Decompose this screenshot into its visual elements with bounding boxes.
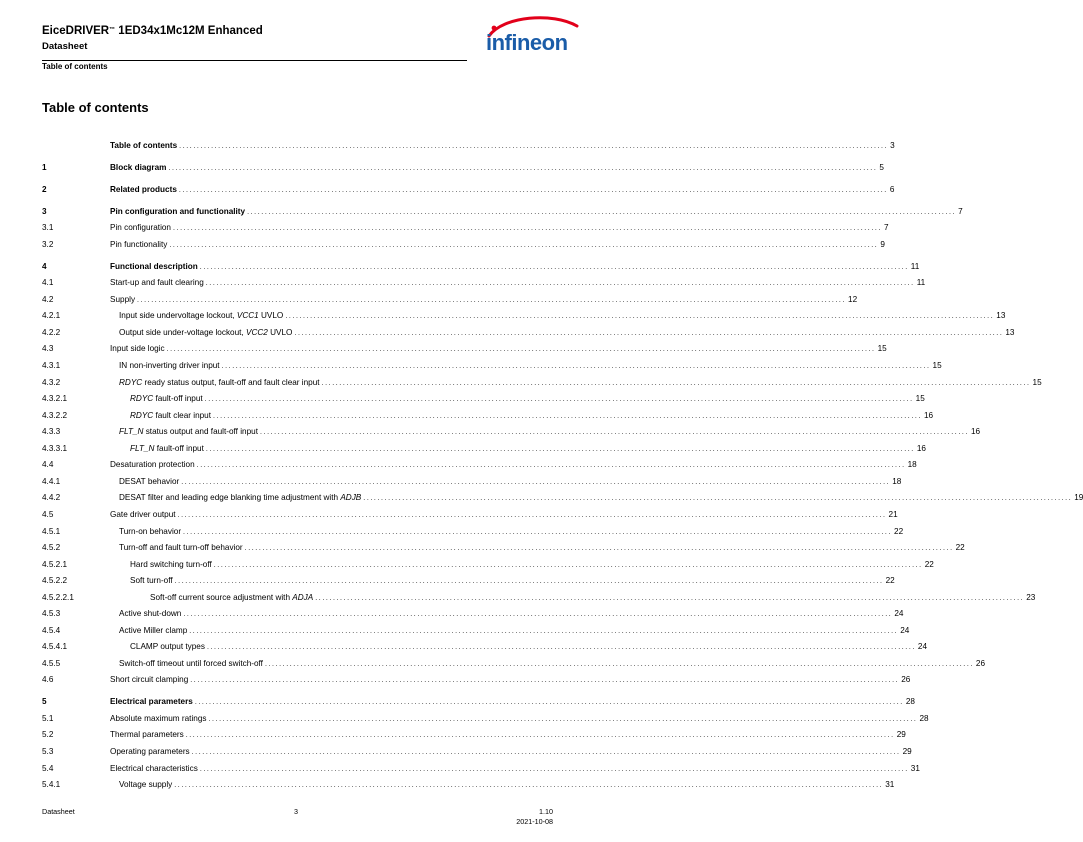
title-main: EiceDRIVER — [42, 25, 110, 37]
toc-dot-leader: ........................................................................................................................................................................................................ — [177, 511, 887, 519]
toc-entry-number: 4.3.3.1 — [42, 443, 68, 453]
toc-entry-number: 4.5.4 — [42, 625, 61, 635]
toc-entry-title[interactable]: Start-up and fault clearing — [110, 278, 204, 288]
toc-entry[interactable] — [42, 729, 906, 741]
toc-entry-number: 5.4.1 — [42, 780, 61, 790]
toc-entry-page: 5 — [879, 162, 884, 172]
toc-entry-page: 15 — [932, 361, 942, 370]
toc-entry[interactable] — [42, 310, 1006, 322]
toc-entry[interactable] — [42, 575, 895, 587]
toc-dot-leader: ........................................................................................................................................................................................................ — [174, 782, 884, 790]
toc-entry-page: 15 — [1032, 377, 1042, 387]
toc-entry-page: 28 — [919, 713, 929, 723]
toc-entry-number: 4.3.2.2 — [42, 410, 68, 420]
toc-entry-page: 22 — [894, 526, 904, 536]
toc-entry-page: 7 — [883, 223, 889, 233]
footer-doc-type: Datasheet — [42, 807, 75, 816]
toc-entry-title[interactable]: Absolute maximum ratings — [110, 713, 207, 723]
toc-dot-leader: ........................................................................................................................................................................................................ — [213, 412, 922, 420]
toc-entry-title[interactable]: FLT_N status output and fault-off input — [119, 427, 258, 437]
toc-entry-number: 4.5.5 — [42, 658, 61, 668]
toc-entry-number: 4.3.2 — [42, 377, 61, 387]
toc-entry-number: 4.2.1 — [42, 311, 61, 321]
header-divider — [42, 60, 467, 61]
toc-dot-leader: ........................................................................................................................................................................................................ — [221, 363, 931, 370]
toc-entry-number: 4.5.4.1 — [42, 642, 68, 652]
toc-entry-title[interactable]: Turn-on behavior — [119, 526, 182, 536]
infineon-logo — [483, 14, 585, 58]
toc-entry-page: 24 — [900, 625, 910, 635]
toc-entry-title[interactable]: Hard switching turn-off — [130, 559, 212, 569]
toc-entry[interactable] — [42, 443, 926, 455]
toc-entry-title[interactable]: Block diagram — [110, 162, 167, 172]
toc-entry[interactable] — [42, 239, 885, 251]
toc-entry-number: 4.5.2 — [42, 543, 61, 553]
toc-entry-number: 4.4.1 — [42, 476, 61, 486]
toc-entry-title[interactable]: IN non-inverting driver input — [119, 361, 220, 370]
toc-entry-page: 11 — [910, 261, 920, 271]
toc-entry-number: 2 — [42, 184, 47, 194]
toc-entry-page: 28 — [905, 697, 915, 707]
toc-entry-title[interactable]: Functional description — [110, 261, 198, 271]
toc-entry-page: 21 — [888, 509, 898, 519]
toc-entry[interactable] — [42, 592, 1036, 604]
toc-entry-title[interactable]: Supply — [110, 294, 136, 304]
toc-dot-leader: ........................................................................................................................................................................................................ — [264, 660, 974, 668]
toc-entry-page: 19 — [1074, 493, 1083, 503]
toc-entry-number: 4.5.2.2 — [42, 576, 68, 586]
toc-entry[interactable] — [42, 526, 904, 538]
toc-entry[interactable] — [42, 410, 934, 422]
toc-entry-title[interactable]: Short circuit clamping — [110, 675, 189, 685]
footer-date: 2021-10-08 — [516, 817, 553, 826]
toc-entry[interactable] — [42, 343, 887, 355]
toc-entry[interactable] — [42, 608, 904, 620]
toc-dot-leader: ........................................................................................................................................................................................................ — [194, 699, 904, 707]
toc-dot-leader: ........................................................................................................................................................................................................ — [363, 495, 1073, 503]
toc-entry-number: 4.5.1 — [42, 526, 61, 536]
toc-entry-page: 13 — [996, 311, 1006, 321]
toc-entry-number: 4.3.1 — [42, 361, 61, 370]
toc-entry-page: 24 — [894, 609, 904, 619]
toc-dot-leader: ........................................................................................................................................................................................................ — [173, 225, 882, 233]
toc-entry-title[interactable]: Desaturation protection — [110, 460, 195, 470]
toc-entry-page: 16 — [970, 427, 981, 437]
toc-entry-page: 12 — [848, 294, 858, 304]
toc-entry-title[interactable]: Active shut-down — [119, 609, 182, 619]
toc-dot-leader: ........................................................................................................................................................................................................ — [183, 528, 893, 536]
toc-entry-title[interactable]: Soft-off current source adjustment with ADJA — [150, 592, 314, 602]
toc-entry-page: 3 — [890, 141, 895, 150]
toc-entry-title[interactable]: Table of contents — [110, 141, 178, 150]
toc-entry[interactable] — [42, 641, 928, 653]
toc-entry[interactable] — [42, 696, 915, 708]
toc-dot-leader: ........................................................................................................................................................................................................ — [168, 164, 878, 172]
svg-text:infineon: infineon — [486, 30, 568, 55]
toc-entry-title[interactable]: Pin functionality — [110, 239, 168, 249]
toc-entry-title[interactable]: RDYC ready status output, fault-off and fault clear input — [119, 377, 320, 387]
toc-dot-leader: ........................................................................................................................................................................................................ — [213, 561, 923, 569]
breadcrumb: Table of contents — [42, 62, 108, 71]
toc-entry-number: 4 — [42, 261, 47, 271]
toc-entry-title[interactable]: Related products — [110, 184, 177, 194]
toc-entry[interactable] — [42, 393, 925, 405]
toc-entry-page: 24 — [917, 642, 928, 652]
toc-entry-page: 29 — [902, 747, 912, 756]
toc-entry-page: 18 — [907, 460, 917, 470]
toc-dot-leader: ........................................................................................................................................................................................................ — [205, 445, 915, 453]
trademark-mark: ™ — [109, 27, 116, 33]
toc-entry-number: 5.2 — [42, 730, 54, 740]
toc-entry-number: 4.4 — [42, 460, 54, 470]
toc-dot-leader: ........................................................................................................................................................................................................ — [315, 594, 1025, 602]
toc-entry[interactable] — [42, 426, 981, 438]
toc-dot-leader: ........................................................................................................................................................................................................ — [181, 478, 891, 486]
toc-entry-number: 5.4 — [42, 763, 54, 773]
toc-dot-leader: ........................................................................................................................................................................................................ — [185, 732, 895, 740]
toc-dot-leader: ........................................................................................................................................................................................................ — [206, 644, 916, 652]
toc-dot-leader: ........................................................................................................................................................................................................ — [294, 329, 1004, 337]
toc-entry-page: 26 — [901, 675, 911, 685]
toc-entry[interactable] — [42, 377, 1042, 389]
toc-dot-leader: ........................................................................................................................................................................................................ — [244, 545, 954, 553]
toc-dot-leader: ........................................................................................................................................................................................................ — [166, 346, 876, 354]
toc-entry-number: 5 — [42, 697, 47, 707]
toc-entry-page: 6 — [889, 184, 895, 194]
toc-entry-number: 4.5 — [42, 509, 54, 519]
toc-entry[interactable] — [42, 261, 920, 273]
toc-entry-number: 4.2.2 — [42, 327, 61, 337]
toc-entry-number: 4.1 — [42, 278, 54, 288]
toc-entry-page: 23 — [1026, 592, 1036, 602]
toc-entry-title[interactable]: Thermal parameters — [110, 730, 184, 740]
toc-entry-title[interactable]: Pin configuration and functionality — [110, 206, 246, 216]
toc-entry[interactable] — [42, 658, 986, 670]
toc-entry-title[interactable]: Input side undervoltage lockout, VCC1 UVLO — [119, 311, 284, 321]
toc-entry[interactable] — [42, 476, 902, 488]
toc-entry-page: 22 — [885, 576, 895, 586]
toc-entry-number: 3.2 — [42, 239, 54, 249]
toc-entry-number: 5.1 — [42, 713, 54, 723]
toc-entry-title[interactable]: FLT_N fault-off input — [130, 443, 204, 453]
toc-dot-leader: ........................................................................................................................................................................................................ — [199, 263, 909, 271]
toc-entry-title[interactable]: Electrical parameters — [110, 697, 193, 707]
toc-entry[interactable] — [42, 222, 889, 234]
toc-entry-title[interactable]: Active Miller clamp — [119, 625, 188, 635]
toc-entry-number: 3 — [42, 206, 47, 216]
toc-entry-page: 15 — [877, 344, 887, 354]
toc-dot-leader: ........................................................................................................................................................................................................ — [174, 578, 884, 586]
toc-entry[interactable] — [42, 542, 965, 554]
toc-entry[interactable] — [42, 713, 929, 725]
toc-entry-title[interactable]: RDYC fault-off input — [130, 394, 203, 404]
toc-entry-page: 13 — [1005, 327, 1015, 337]
toc-entry-page: 11 — [916, 278, 926, 288]
toc-dot-leader: ........................................................................................................................................................................................................ — [169, 241, 879, 249]
toc-dot-leader: ........................................................................................................................................................................................................ — [189, 627, 899, 635]
toc-dot-leader: ........................................................................................................................................................................................................ — [259, 429, 969, 437]
toc-entry[interactable] — [42, 559, 934, 571]
toc-entry-title[interactable]: RDYC fault clear input — [130, 410, 212, 420]
toc-dot-leader: ........................................................................................................................................................................................................ — [178, 186, 888, 194]
footer-version-block — [516, 807, 553, 827]
toc-entry-page: 9 — [880, 239, 885, 249]
toc-dot-leader: ........................................................................................................................................................................................................ — [179, 143, 889, 150]
toc-entry-title[interactable]: Operating parameters — [110, 747, 190, 756]
footer-version: 1.10 — [539, 807, 553, 816]
page-title: Table of contents — [42, 100, 149, 115]
toc-entry[interactable] — [42, 327, 1015, 339]
toc-entry-number: 5.3 — [42, 747, 54, 756]
toc-entry[interactable] — [42, 459, 917, 471]
toc-dot-leader: ........................................................................................................................................................................................................ — [183, 611, 893, 619]
page-number: 3 — [294, 807, 298, 816]
toc-dot-leader: ........................................................................................................................................................................................................ — [205, 280, 915, 288]
toc-entry-page: 26 — [975, 658, 986, 668]
toc-dot-leader: ........................................................................................................................................................................................................ — [190, 677, 900, 685]
toc-entry[interactable] — [42, 162, 884, 174]
toc-entry[interactable] — [42, 509, 898, 521]
toc-entry[interactable] — [42, 763, 920, 775]
toc-dot-leader: ........................................................................................................................................................................................................ — [137, 296, 847, 304]
toc-entry[interactable] — [42, 779, 895, 791]
toc-entry-title[interactable]: Input side logic — [110, 344, 165, 354]
document-header — [42, 24, 468, 53]
toc-entry-title[interactable]: DESAT behavior — [119, 476, 180, 486]
toc-entry-number: 4.6 — [42, 675, 54, 685]
toc-entry-number: 3.1 — [42, 223, 54, 233]
toc-entry-page: 16 — [923, 410, 934, 420]
toc-entry[interactable] — [42, 746, 912, 758]
toc-entry[interactable] — [42, 294, 858, 306]
toc-entry-number: 4.3 — [42, 344, 54, 354]
toc-entry[interactable] — [42, 140, 895, 152]
toc-entry-page: 7 — [958, 206, 963, 216]
toc-entry-page: 15 — [915, 394, 925, 404]
toc-entry-title[interactable]: CLAMP output types — [130, 642, 205, 652]
toc-entry[interactable] — [42, 360, 942, 372]
toc-entry-page: 31 — [910, 763, 920, 773]
toc-entry-page: 29 — [896, 730, 906, 740]
toc-dot-leader: ........................................................................................................................................................................................................ — [208, 715, 918, 723]
toc-entry-page: 16 — [916, 443, 926, 453]
title-rest: 1ED34x1Mc12M Enhanced — [115, 25, 263, 37]
toc-entry[interactable] — [42, 674, 911, 686]
toc-dot-leader: ........................................................................................................................................................................................................ — [191, 749, 901, 756]
toc-dot-leader: ........................................................................................................................................................................................................ — [247, 208, 957, 216]
toc-entry-number: 4.3.3 — [42, 427, 61, 437]
toc-entry-page: 22 — [955, 543, 965, 553]
toc-entry-title[interactable]: Output side under-voltage lockout, VCC2 UVLO — [119, 327, 293, 337]
toc-entry[interactable] — [42, 184, 895, 196]
toc-entry-page: 18 — [892, 476, 902, 486]
document-subtitle: Datasheet — [42, 41, 88, 52]
toc-entry-number: 1 — [42, 162, 47, 172]
toc-entry-number: 4.3.2.1 — [42, 394, 68, 404]
toc-entry[interactable] — [42, 206, 963, 218]
toc-dot-leader: ........................................................................................................................................................................................................ — [321, 379, 1031, 387]
toc-dot-leader: ........................................................................................................................................................................................................ — [196, 462, 906, 470]
toc-entry-page: 22 — [924, 559, 934, 569]
toc-dot-leader: ........................................................................................................................................................................................................ — [285, 313, 995, 321]
toc-entry-number: 4.5.3 — [42, 609, 61, 619]
toc-entry-number: 4.5.2.2.1 — [42, 592, 74, 602]
toc-dot-leader: ........................................................................................................................................................................................................ — [199, 765, 909, 773]
toc-entry-title[interactable]: Voltage supply — [119, 780, 173, 790]
toc-entry[interactable] — [42, 492, 1083, 504]
toc-entry-title[interactable]: Pin configuration — [110, 223, 171, 233]
toc-entry-title[interactable]: DESAT filter and leading edge blanking time adjustment with ADJB — [119, 493, 362, 503]
toc-entry-title[interactable]: Electrical characteristics — [110, 763, 198, 773]
toc-dot-leader: ........................................................................................................................................................................................................ — [204, 396, 914, 404]
toc-entry-title[interactable]: Gate driver output — [110, 509, 176, 519]
toc-entry[interactable] — [42, 277, 926, 289]
toc-entry-number: 4.5.2.1 — [42, 559, 68, 569]
toc-entry[interactable] — [42, 625, 910, 637]
toc-entry-page: 31 — [885, 780, 895, 790]
document-title — [42, 24, 468, 39]
toc-entry-title[interactable]: Turn-off and fault turn-off behavior — [119, 543, 243, 553]
toc-entry-title[interactable]: Switch-off timeout until forced switch-off — [119, 658, 263, 668]
toc-entry-number: 4.4.2 — [42, 493, 61, 503]
toc-entry-number: 4.2 — [42, 294, 54, 304]
toc-entry-title[interactable]: Soft turn-off — [130, 576, 173, 586]
